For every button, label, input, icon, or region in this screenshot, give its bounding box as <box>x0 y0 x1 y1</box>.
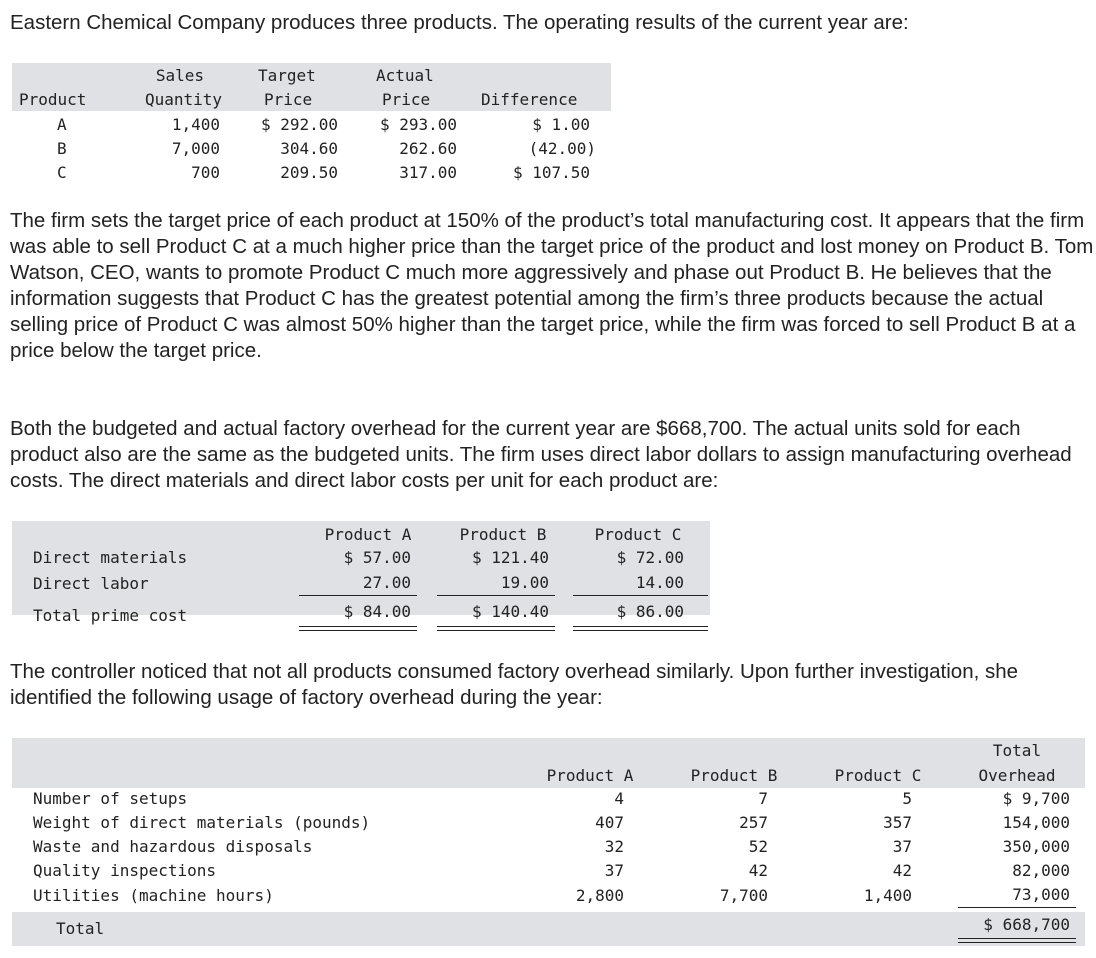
header-product-c: Product C <box>594 525 682 544</box>
header-difference: Difference <box>481 90 578 109</box>
controller-paragraph: The controller noticed that not all products consumed factory overhead similarly. Upon further investigation, she identified the following usage of factory overhead during the year: <box>10 660 1019 709</box>
value-total: 73,000 <box>1012 885 1070 904</box>
value-total: 350,000 <box>1002 837 1070 856</box>
value-product-a: 407 <box>595 813 624 832</box>
value-product-c: 42 <box>892 861 912 880</box>
value-product-b: $ 140.40 <box>471 602 549 621</box>
row-label: Number of setups <box>33 789 188 808</box>
intro-text: Eastern Chemical Company produces three products. The operating results of the current year are: <box>10 11 909 34</box>
value-total: $ 9,700 <box>1002 789 1070 808</box>
overhead-total-band <box>12 912 1085 946</box>
row-product: A <box>57 115 67 134</box>
value-product-a: 32 <box>604 837 624 856</box>
value-product-b: 42 <box>748 861 768 880</box>
header-overhead: Overhead <box>978 766 1056 785</box>
row-difference: $ 107.50 <box>512 163 590 182</box>
row-label: Waste and hazardous disposals <box>33 837 313 856</box>
value-product-a: $ 57.00 <box>343 548 411 567</box>
header-product-b: Product B <box>459 525 547 544</box>
total-double-rule <box>573 626 708 631</box>
row-product: B <box>57 139 67 158</box>
total-label: Total <box>56 919 105 938</box>
row-actual-price: 262.60 <box>399 139 457 158</box>
value-product-a: $ 84.00 <box>343 602 411 621</box>
row-target-price: 304.60 <box>280 139 338 158</box>
total-double-rule <box>299 626 417 631</box>
value-product-c: 357 <box>883 813 912 832</box>
row-label: Quality inspections <box>33 861 217 880</box>
row-difference: $ 1.00 <box>532 115 590 134</box>
row-target-price: 209.50 <box>280 163 338 182</box>
target-price-paragraph: The firm sets the target price of each product at 150% of the product’s total manufacturing cost. It appears that the firm was able to sell Product C at a much higher price than the target price of the product and lost money on Product B. Tom Watson, CEO, wants to promote Product C much more aggressively and phase out Product B. He believes that the information suggests that Product C has the greatest potential among the firm’s three products because the actual selling price of Product C was almost 50% higher than the target price, while the firm was forced to sell Product B at a price below the target price. <box>10 209 1094 362</box>
header-product-a: Product A <box>546 766 634 785</box>
value-product-c: 14.00 <box>635 573 684 592</box>
row-quantity: 700 <box>191 163 220 182</box>
subtotal-rule <box>299 595 417 596</box>
value-product-b: 19.00 <box>500 573 549 592</box>
value-product-b: $ 121.40 <box>471 548 549 567</box>
value-product-b: 257 <box>739 813 768 832</box>
header-sales: Sales <box>155 66 204 85</box>
header-product: Product <box>19 90 87 109</box>
header-product-a: Product A <box>324 525 412 544</box>
row-quantity: 7,000 <box>171 139 220 158</box>
value-product-b: 7,700 <box>719 886 768 905</box>
overhead-paragraph: Both the budgeted and actual factory overhead for the current year are $668,700. The actual units sold for each product also are the same as the budgeted units. The firm uses direct labor dollars to assign manufacturing overhead costs. The direct materials and direct labor costs per unit for each product are: <box>10 417 1072 492</box>
value-product-c: $ 72.00 <box>616 548 684 567</box>
total-double-rule <box>437 626 555 631</box>
row-label: Direct materials <box>33 548 188 567</box>
value-product-c: 5 <box>902 789 912 808</box>
value-product-c: 1,400 <box>863 886 912 905</box>
value-total: 82,000 <box>1012 861 1070 880</box>
total-value: $ 668,700 <box>983 915 1070 934</box>
row-product: C <box>57 163 67 182</box>
header-target: Target <box>258 66 316 85</box>
row-actual-price: $ 293.00 <box>379 115 457 134</box>
value-total: 154,000 <box>1002 813 1070 832</box>
header-product-c: Product C <box>834 766 922 785</box>
header-quantity: Quantity <box>144 90 222 109</box>
row-difference: (42.00) <box>528 139 596 158</box>
value-product-b: 52 <box>748 837 768 856</box>
value-product-a: 37 <box>604 861 624 880</box>
value-product-b: 7 <box>758 789 768 808</box>
header-product-b: Product B <box>690 766 778 785</box>
row-actual-price: 317.00 <box>399 163 457 182</box>
row-label: Direct labor <box>33 574 149 593</box>
header-actual: Actual <box>376 66 434 85</box>
row-quantity: 1,400 <box>171 115 220 134</box>
header-total: Total <box>992 741 1042 760</box>
subtotal-rule <box>573 595 708 596</box>
header-actual-price: Price <box>382 90 431 109</box>
value-product-c: 37 <box>892 837 912 856</box>
subtotal-rule <box>437 595 555 596</box>
total-double-rule <box>958 938 1076 943</box>
value-product-a: 2,800 <box>575 886 624 905</box>
subtotal-rule <box>958 907 1076 908</box>
row-target-price: $ 292.00 <box>260 115 338 134</box>
row-label: Total prime cost <box>33 606 188 625</box>
row-label: Weight of direct materials (pounds) <box>33 813 371 832</box>
value-product-a: 27.00 <box>362 573 411 592</box>
value-product-c: $ 86.00 <box>616 602 684 621</box>
row-label: Utilities (machine hours) <box>33 886 274 905</box>
value-product-a: 4 <box>614 789 624 808</box>
header-target-price: Price <box>264 90 313 109</box>
